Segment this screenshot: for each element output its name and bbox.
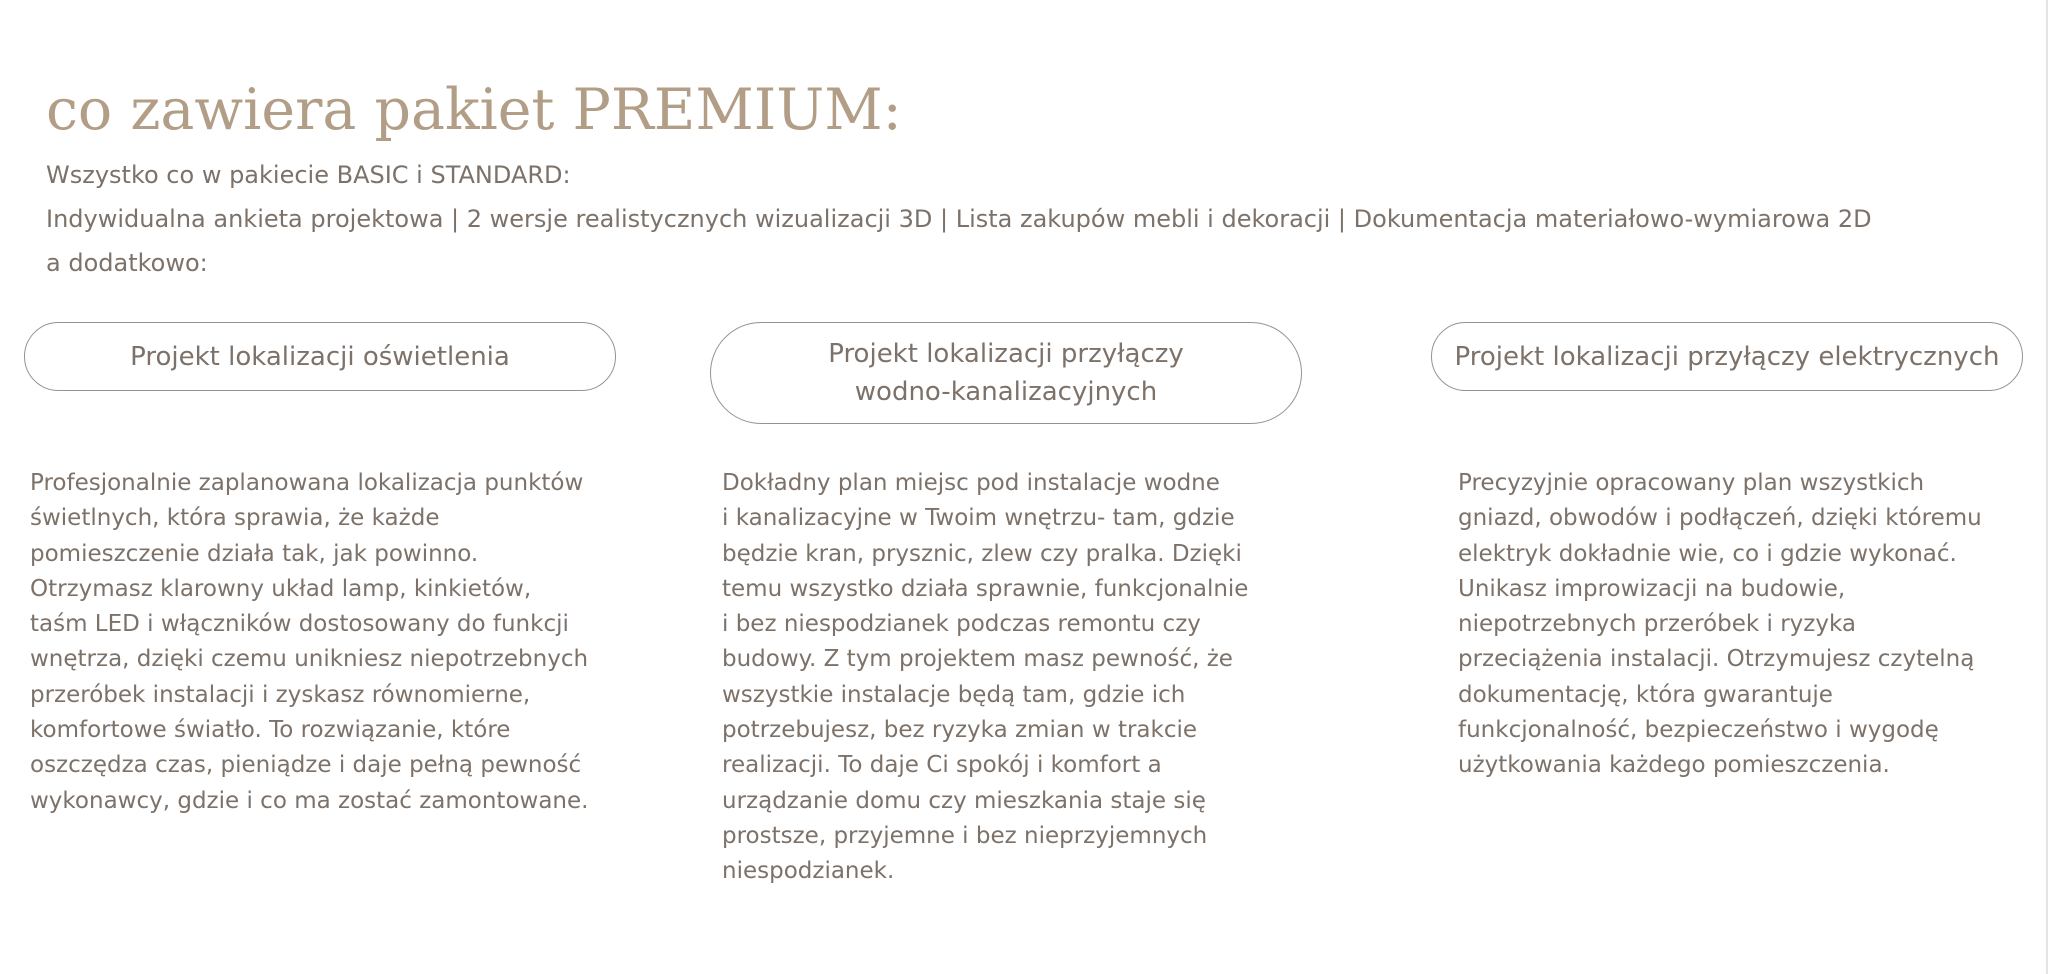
intro-basic-standard: Wszystko co w pakiecie BASIC i STANDARD: [46, 161, 571, 189]
intro-additionally: a dodatkowo: [46, 249, 208, 277]
lighting-plan-description: Profesjonalnie zaplanowana lokalizacja punktów świetlnych, która sprawia, że każde pomieszczenie działa tak, jak powinno. Otrzymasz klarowny układ lamp, kinkietów, taśm LED i włączników dostosowany do funkcji wnętrza, dzięki czemu unikniesz niepotrzebnych przeróbek instalacji i zyskasz równomierne, komfortowe światło. To rozwiązanie, które oszczędza czas, pieniądze i daje pełną pewność wykonawcy, gdzie i co ma zostać zamontowane. [30, 470, 589, 814]
plumbing-plan-pill: Projekt lokalizacji przyłączy wodno-kanalizacyjnych [710, 322, 1302, 424]
page-title: co zawiera pakiet PREMIUM: [46, 77, 902, 143]
lighting-plan-pill: Projekt lokalizacji oświetlenia [24, 322, 616, 391]
electrical-plan-pill: Projekt lokalizacji przyłączy elektrycznych [1431, 322, 2023, 391]
plumbing-plan-description: Dokładny plan miejsc pod instalacje wodne i kanalizacyjne w Twoim wnętrzu- tam, gdzie będzie kran, prysznic, zlew czy pralka. Dzięki temu wszystko działa sprawnie, funkcjonalnie i bez niespodzianek podczas remontu czy budowy. Z tym projektem masz pewność, że wszystkie instalacje będą tam, gdzie ich potrzebujesz, bez ryzyka zmian w trakcie realizacji. To daje Ci spokój i komfort a urządzanie domu czy mieszkania staje się prostsze, przyjemne i bez nieprzyjemnych niespodzianek. [722, 470, 1249, 885]
electrical-plan-description: Precyzyjnie opracowany plan wszystkich gniazd, obwodów i podłączeń, dzięki któremu elektryk dokładnie wie, co i gdzie wykonać. Unikasz improwizacji na budowie, niepotrzebnych przeróbek i ryzyka przeciążenia instalacji. Otrzymujesz czytelną dokumentację, która gwarantuje funkcjonalność, bezpieczeństwo i wygodę użytkowania każdego pomieszczenia. [1458, 470, 1982, 779]
intro-included-list: Indywidualna ankieta projektowa | 2 wersje realistycznych wizualizacji 3D | Lista zakupów mebli i dekoracji | Dokumentacja materiałowo-wymiarowa 2D [46, 205, 1872, 233]
